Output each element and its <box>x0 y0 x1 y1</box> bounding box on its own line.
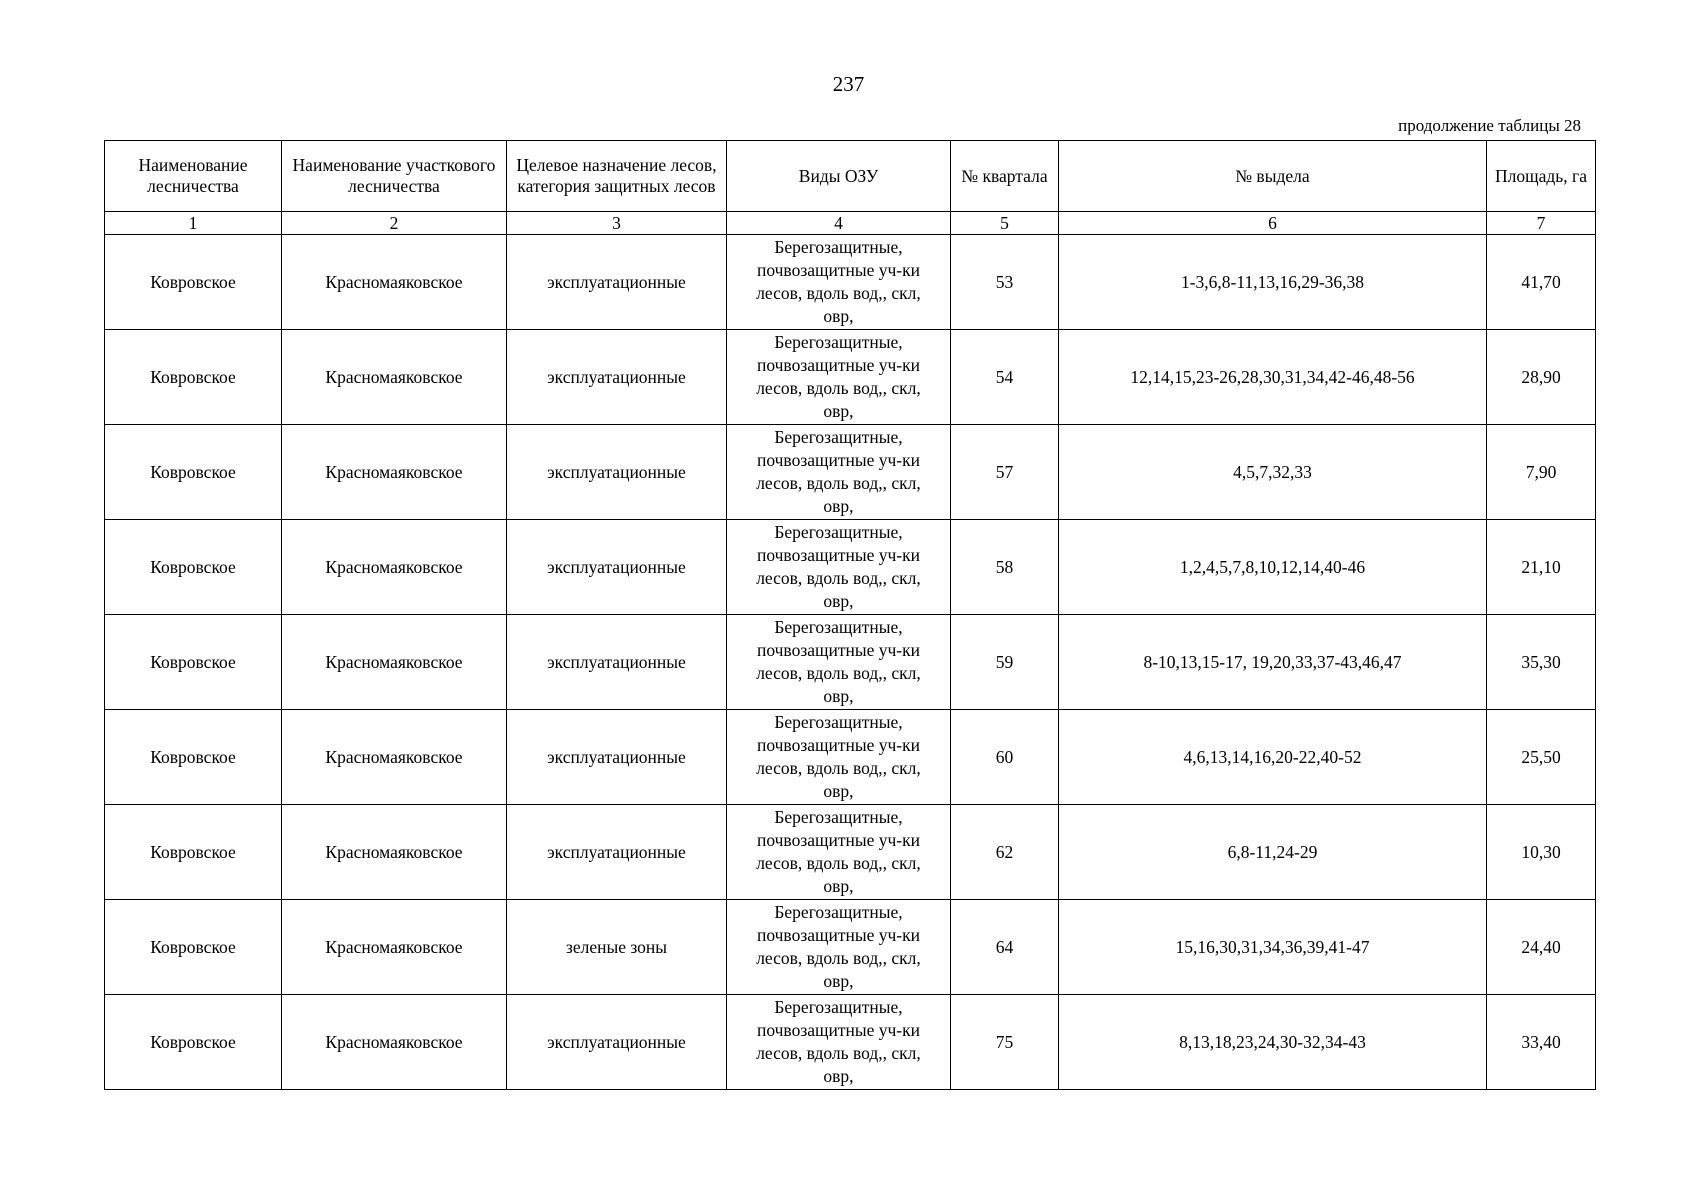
column-number: 1 <box>105 212 282 235</box>
cell-area: 24,40 <box>1487 900 1596 995</box>
cell-purpose: эксплуатационные <box>507 710 727 805</box>
page-number: 237 <box>832 72 865 96</box>
ozu-line: почвозащитные уч-ки <box>756 640 921 660</box>
cell-quarter: 62 <box>951 805 1059 900</box>
table-row <box>105 330 1596 425</box>
header-quarter: № квартала <box>951 141 1059 212</box>
table-row <box>105 615 1596 710</box>
cell-quarter: 64 <box>951 900 1059 995</box>
table-body <box>105 235 1596 1090</box>
ozu-line: лесов, вдоль вод,, скл, <box>756 1043 921 1063</box>
ozu-line: лесов, вдоль вод,, скл, <box>756 948 921 968</box>
cell-area: 28,90 <box>1487 330 1596 425</box>
ozu-line: почвозащитные уч-ки <box>756 1020 921 1040</box>
ozu-line: овр, <box>823 686 854 706</box>
cell-area: 33,40 <box>1487 995 1596 1090</box>
cell-area: 21,10 <box>1487 520 1596 615</box>
ozu-line: овр, <box>823 781 854 801</box>
ozu-line: лесов, вдоль вод,, скл, <box>756 853 921 873</box>
header-forestry: Наименование лесничества <box>105 141 282 212</box>
table-continuation-caption: продолжение таблицы 28 <box>1398 116 1581 135</box>
cell-ozu <box>727 520 951 615</box>
column-number: 7 <box>1487 212 1596 235</box>
ozu-line: Берегозащитные, <box>774 997 903 1017</box>
cell-quarter: 53 <box>951 235 1059 330</box>
table-row <box>105 995 1596 1090</box>
cell-district: Красномаяковское <box>282 615 507 710</box>
ozu-line: Берегозащитные, <box>774 712 903 732</box>
ozu-line: Берегозащитные, <box>774 522 903 542</box>
cell-district: Красномаяковское <box>282 805 507 900</box>
ozu-line: лесов, вдоль вод,, скл, <box>756 663 921 683</box>
column-number: 2 <box>282 212 507 235</box>
cell-purpose: эксплуатационные <box>507 330 727 425</box>
ozu-line: овр, <box>823 496 854 516</box>
ozu-line: лесов, вдоль вод,, скл, <box>756 568 921 588</box>
column-number: 6 <box>1059 212 1487 235</box>
cell-forestry: Ковровское <box>105 520 282 615</box>
cell-quarter: 58 <box>951 520 1059 615</box>
table-header-row <box>105 141 1596 212</box>
cell-area: 7,90 <box>1487 425 1596 520</box>
cell-area: 10,30 <box>1487 805 1596 900</box>
table-row <box>105 520 1596 615</box>
cell-forestry: Ковровское <box>105 805 282 900</box>
cell-plots: 4,5,7,32,33 <box>1059 425 1487 520</box>
ozu-line: Берегозащитные, <box>774 807 903 827</box>
cell-forestry: Ковровское <box>105 900 282 995</box>
ozu-line: Берегозащитные, <box>774 427 903 447</box>
cell-plots: 1-3,6,8-11,13,16,29-36,38 <box>1059 235 1487 330</box>
ozu-line: почвозащитные уч-ки <box>756 355 921 375</box>
ozu-line: Берегозащитные, <box>774 332 903 352</box>
column-number: 4 <box>727 212 951 235</box>
cell-forestry: Ковровское <box>105 235 282 330</box>
ozu-line: Берегозащитные, <box>774 902 903 922</box>
ozu-line: овр, <box>823 401 854 421</box>
ozu-line: Берегозащитные, <box>774 237 903 257</box>
cell-quarter: 59 <box>951 615 1059 710</box>
ozu-line: лесов, вдоль вод,, скл, <box>756 473 921 493</box>
cell-ozu <box>727 235 951 330</box>
cell-ozu <box>727 805 951 900</box>
ozu-line: овр, <box>823 306 854 326</box>
cell-district: Красномаяковское <box>282 235 507 330</box>
cell-purpose: эксплуатационные <box>507 235 727 330</box>
cell-plots: 4,6,13,14,16,20-22,40-52 <box>1059 710 1487 805</box>
cell-quarter: 57 <box>951 425 1059 520</box>
cell-forestry: Ковровское <box>105 330 282 425</box>
cell-district: Красномаяковское <box>282 995 507 1090</box>
ozu-line: лесов, вдоль вод,, скл, <box>756 378 921 398</box>
cell-district: Красномаяковское <box>282 425 507 520</box>
header-area: Площадь, га <box>1487 141 1596 212</box>
cell-ozu <box>727 615 951 710</box>
cell-plots: 1,2,4,5,7,8,10,12,14,40-46 <box>1059 520 1487 615</box>
cell-plots: 8-10,13,15-17, 19,20,33,37-43,46,47 <box>1059 615 1487 710</box>
cell-district: Красномаяковское <box>282 520 507 615</box>
cell-purpose: эксплуатационные <box>507 425 727 520</box>
ozu-line: почвозащитные уч-ки <box>756 925 921 945</box>
cell-purpose: эксплуатационные <box>507 615 727 710</box>
ozu-line: Берегозащитные, <box>774 617 903 637</box>
table-row <box>105 710 1596 805</box>
cell-purpose: эксплуатационные <box>507 520 727 615</box>
cell-forestry: Ковровское <box>105 615 282 710</box>
cell-purpose: эксплуатационные <box>507 805 727 900</box>
cell-plots: 6,8-11,24-29 <box>1059 805 1487 900</box>
ozu-line: почвозащитные уч-ки <box>756 830 921 850</box>
forest-table <box>104 140 1596 1090</box>
cell-area: 25,50 <box>1487 710 1596 805</box>
table-row <box>105 805 1596 900</box>
table-row <box>105 235 1596 330</box>
cell-quarter: 60 <box>951 710 1059 805</box>
cell-ozu <box>727 900 951 995</box>
ozu-line: почвозащитные уч-ки <box>756 260 921 280</box>
cell-purpose: эксплуатационные <box>507 995 727 1090</box>
cell-plots: 15,16,30,31,34,36,39,41-47 <box>1059 900 1487 995</box>
cell-forestry: Ковровское <box>105 995 282 1090</box>
cell-district: Красномаяковское <box>282 330 507 425</box>
cell-plots: 12,14,15,23-26,28,30,31,34,42-46,48-56 <box>1059 330 1487 425</box>
cell-district: Красномаяковское <box>282 710 507 805</box>
cell-ozu <box>727 330 951 425</box>
header-plots: № выдела <box>1059 141 1487 212</box>
ozu-line: овр, <box>823 1066 854 1086</box>
ozu-line: овр, <box>823 591 854 611</box>
ozu-line: овр, <box>823 971 854 991</box>
cell-district: Красномаяковское <box>282 900 507 995</box>
cell-forestry: Ковровское <box>105 710 282 805</box>
cell-ozu <box>727 710 951 805</box>
cell-quarter: 54 <box>951 330 1059 425</box>
ozu-line: овр, <box>823 876 854 896</box>
table-row <box>105 425 1596 520</box>
ozu-line: почвозащитные уч-ки <box>756 450 921 470</box>
cell-ozu <box>727 425 951 520</box>
cell-area: 35,30 <box>1487 615 1596 710</box>
column-number-row <box>105 212 1596 235</box>
ozu-line: почвозащитные уч-ки <box>756 545 921 565</box>
header-district: Наименование участкового лесничества <box>282 141 507 212</box>
ozu-line: лесов, вдоль вод,, скл, <box>756 758 921 778</box>
cell-ozu <box>727 995 951 1090</box>
cell-area: 41,70 <box>1487 235 1596 330</box>
header-purpose: Целевое назначение лесов, категория защитных лесов <box>507 141 727 212</box>
cell-forestry: Ковровское <box>105 425 282 520</box>
ozu-line: лесов, вдоль вод,, скл, <box>756 283 921 303</box>
cell-quarter: 75 <box>951 995 1059 1090</box>
table-row <box>105 900 1596 995</box>
column-number: 5 <box>951 212 1059 235</box>
ozu-line: почвозащитные уч-ки <box>756 735 921 755</box>
cell-plots: 8,13,18,23,24,30-32,34-43 <box>1059 995 1487 1090</box>
column-number: 3 <box>507 212 727 235</box>
cell-purpose: зеленые зоны <box>507 900 727 995</box>
header-ozu: Виды ОЗУ <box>727 141 951 212</box>
